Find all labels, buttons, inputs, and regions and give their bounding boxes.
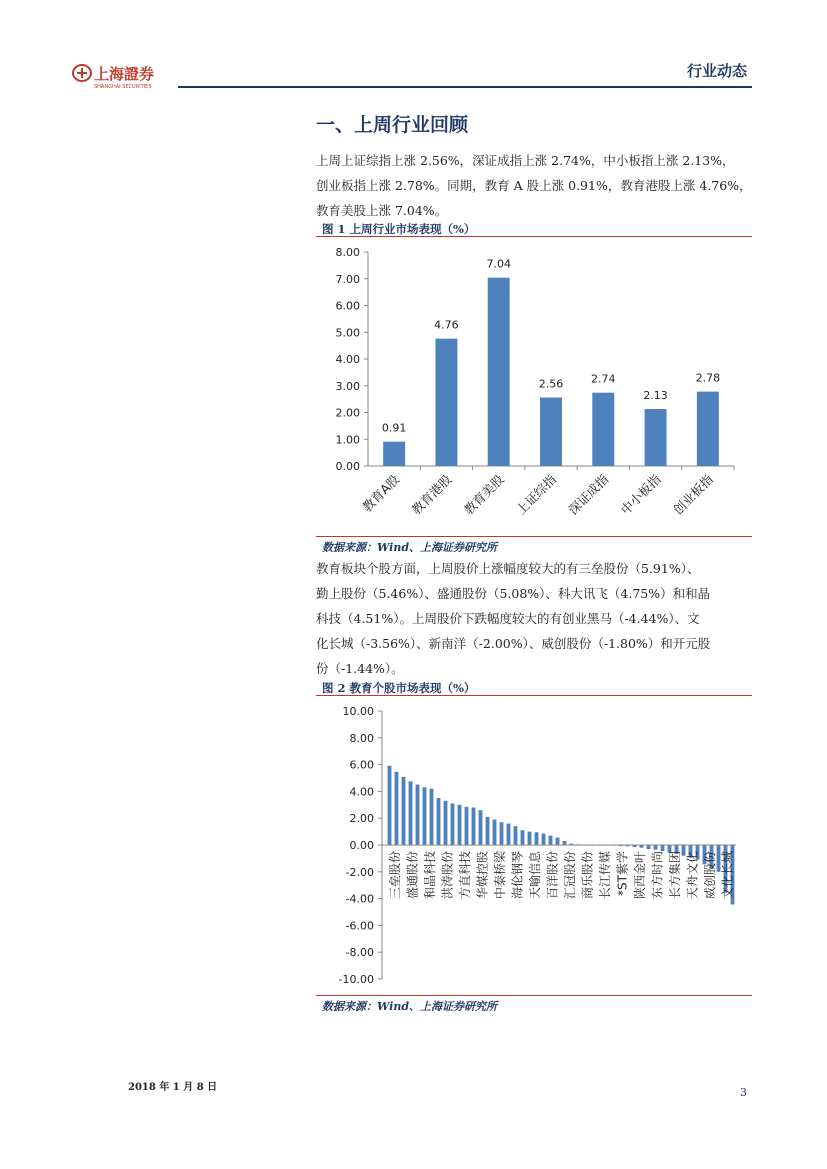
bar bbox=[493, 820, 497, 845]
y-tick-label: 2.00 bbox=[349, 812, 374, 826]
x-tick-label: 和晶科技 bbox=[422, 851, 437, 900]
x-tick-label: 教育港股 bbox=[408, 471, 455, 518]
bar bbox=[416, 785, 420, 845]
data-label: 2.56 bbox=[538, 377, 564, 391]
bar bbox=[472, 807, 476, 845]
x-tick-label: 创业板指 bbox=[670, 471, 716, 518]
y-tick-label: 5.00 bbox=[335, 326, 360, 340]
x-tick-label: 长方集团 bbox=[667, 851, 682, 900]
paragraph-line: 教育板块个股方面，上周股价上涨幅度较大的有三垒股份（5.91%）、 bbox=[316, 561, 700, 576]
page-number: 3 bbox=[740, 1086, 747, 1099]
x-tick-label: 教育美股 bbox=[460, 471, 507, 518]
y-tick-label: -10.00 bbox=[338, 973, 374, 986]
x-tick-label: 商乐股份 bbox=[580, 851, 595, 900]
bar bbox=[435, 339, 457, 466]
bar bbox=[465, 807, 469, 845]
bar bbox=[542, 834, 546, 845]
bar bbox=[592, 393, 614, 466]
figure1-source: 数据来源：Wind、上海证券研究所 bbox=[322, 541, 498, 554]
x-tick-label: 深证成指 bbox=[565, 471, 612, 518]
bar bbox=[528, 832, 532, 845]
header-rule bbox=[178, 86, 752, 88]
bar bbox=[563, 841, 567, 845]
bar bbox=[647, 845, 651, 849]
bar bbox=[540, 398, 562, 466]
data-label: 2.78 bbox=[695, 371, 721, 385]
bar bbox=[535, 832, 539, 845]
x-tick-label: 中泰桥梁 bbox=[492, 851, 507, 900]
y-tick-label: 4.00 bbox=[349, 785, 374, 799]
y-tick-label: 10.00 bbox=[342, 705, 374, 718]
bar bbox=[395, 772, 399, 845]
y-tick-label: -6.00 bbox=[345, 919, 374, 933]
bar bbox=[654, 845, 658, 850]
figure1-bar-chart bbox=[316, 238, 752, 534]
figure1-bottom-rule bbox=[316, 536, 752, 537]
x-tick-label: 陕西金叶 bbox=[632, 851, 647, 900]
data-label: 7.04 bbox=[486, 257, 511, 271]
logo-subtext: SHANGHAI SECURITIES bbox=[94, 84, 152, 90]
y-tick-label: 8.00 bbox=[349, 731, 374, 745]
y-tick-label: 7.00 bbox=[335, 272, 360, 286]
x-tick-label: 天喻信息 bbox=[527, 851, 542, 900]
x-tick-label: 教育A股 bbox=[359, 471, 403, 515]
bar bbox=[423, 787, 427, 845]
bar bbox=[514, 826, 518, 845]
bar bbox=[488, 278, 510, 466]
shanghai-securities-logo bbox=[70, 60, 175, 90]
x-tick-label: 盛通股份 bbox=[405, 851, 420, 900]
x-tick-label: 东方时尚 bbox=[650, 851, 665, 900]
bar bbox=[430, 789, 434, 845]
y-tick-label: 2.00 bbox=[335, 406, 360, 420]
paragraph-line: 教育美股上涨 7.04%。 bbox=[316, 203, 448, 218]
figure2-title: 图 2 教育个股市场表现（%） bbox=[322, 681, 476, 695]
bar bbox=[458, 805, 462, 845]
bar bbox=[500, 822, 504, 845]
section-title: 一、上周行业回顾 bbox=[316, 114, 469, 136]
figure1-title: 图 1 上周行业市场表现（%） bbox=[322, 222, 476, 236]
y-tick-label: -2.00 bbox=[345, 865, 374, 879]
figure2-bar-chart bbox=[316, 697, 752, 993]
y-tick-label: 6.00 bbox=[349, 758, 374, 772]
x-tick-label: 百洋股份 bbox=[545, 851, 560, 900]
bar bbox=[444, 801, 448, 845]
figure2-bottom-rule bbox=[316, 995, 752, 996]
x-tick-label: 海伦钢琴 bbox=[510, 851, 525, 900]
x-tick-label: 汇冠股份 bbox=[562, 851, 577, 900]
x-tick-label: 洪涛股份 bbox=[440, 851, 455, 900]
bar bbox=[486, 817, 490, 845]
bar bbox=[549, 836, 553, 845]
y-tick-label: 0.00 bbox=[335, 460, 360, 473]
bar bbox=[661, 845, 665, 851]
header-title: 行业动态 bbox=[686, 62, 747, 80]
bar bbox=[697, 392, 719, 466]
paragraph-line: 份（-1.44%）。 bbox=[316, 661, 404, 676]
x-tick-label: 华媒控股 bbox=[475, 851, 490, 900]
paragraph-line: 勤上股份（5.46%）、盛通股份（5.08%）、科大讯飞（4.75%）和和晶 bbox=[316, 586, 711, 601]
data-label: 2.13 bbox=[643, 389, 668, 403]
paragraph-line: 上周上证综指上涨 2.56%，深证成指上涨 2.74%，中小板指上涨 2.13%， bbox=[316, 153, 735, 168]
bar bbox=[402, 777, 406, 845]
figure2-top-rule bbox=[316, 695, 752, 696]
footer-date: 2018 年 1 月 8 日 bbox=[128, 1082, 218, 1093]
figure2-source: 数据来源：Wind、上海证券研究所 bbox=[322, 1000, 498, 1013]
bar bbox=[409, 781, 413, 845]
x-tick-label: 文化长城 bbox=[720, 851, 735, 900]
y-tick-label: 0.00 bbox=[349, 839, 374, 852]
data-label: 2.74 bbox=[591, 372, 616, 386]
x-tick-label: 方直科技 bbox=[457, 851, 472, 900]
bar bbox=[451, 803, 455, 845]
bar bbox=[645, 409, 667, 466]
paragraph-line: 创业板指上涨 2.78%。同期，教育 A 股上涨 0.91%，教育港股上涨 4.76%， bbox=[316, 178, 752, 193]
logo-text: 上海證券 bbox=[94, 65, 155, 83]
bar bbox=[507, 824, 511, 845]
y-tick-label: 3.00 bbox=[335, 379, 360, 393]
y-tick-label: -8.00 bbox=[345, 946, 374, 960]
paragraph-line: 科技（4.51%）。上周股价下跌幅度较大的有创业黑马（-4.44%）、文 bbox=[316, 611, 700, 626]
bar bbox=[383, 442, 405, 466]
bar bbox=[437, 798, 441, 845]
x-tick-label: 中小板指 bbox=[617, 471, 664, 518]
bar bbox=[521, 830, 525, 845]
bar bbox=[388, 766, 392, 845]
x-tick-label: 三垒股份 bbox=[387, 851, 402, 900]
y-tick-label: 4.00 bbox=[335, 353, 360, 366]
y-tick-label: 6.00 bbox=[335, 299, 360, 313]
paragraph-market-review bbox=[316, 148, 752, 223]
y-tick-label: 1.00 bbox=[335, 433, 360, 447]
paragraph-stock-review bbox=[316, 556, 752, 681]
x-tick-label: 长江传媒 bbox=[597, 851, 612, 900]
x-tick-label: 上证综指 bbox=[513, 471, 560, 518]
data-label: 4.76 bbox=[434, 318, 459, 332]
bar bbox=[479, 810, 483, 845]
y-tick-label: -4.00 bbox=[345, 892, 374, 906]
x-tick-label: 天舟文化 bbox=[685, 851, 700, 900]
paragraph-line: 化长城（-3.56%）、新南洋（-2.00%）、威创股份（-1.80%）和开元股 bbox=[316, 636, 711, 651]
bar bbox=[556, 838, 560, 845]
figure1-top-rule bbox=[316, 236, 752, 237]
x-tick-label: *ST紫学 bbox=[615, 851, 630, 896]
y-tick-label: 8.00 bbox=[335, 246, 360, 259]
data-label: 0.91 bbox=[381, 421, 407, 435]
x-tick-label: 威创股份 bbox=[702, 851, 717, 900]
